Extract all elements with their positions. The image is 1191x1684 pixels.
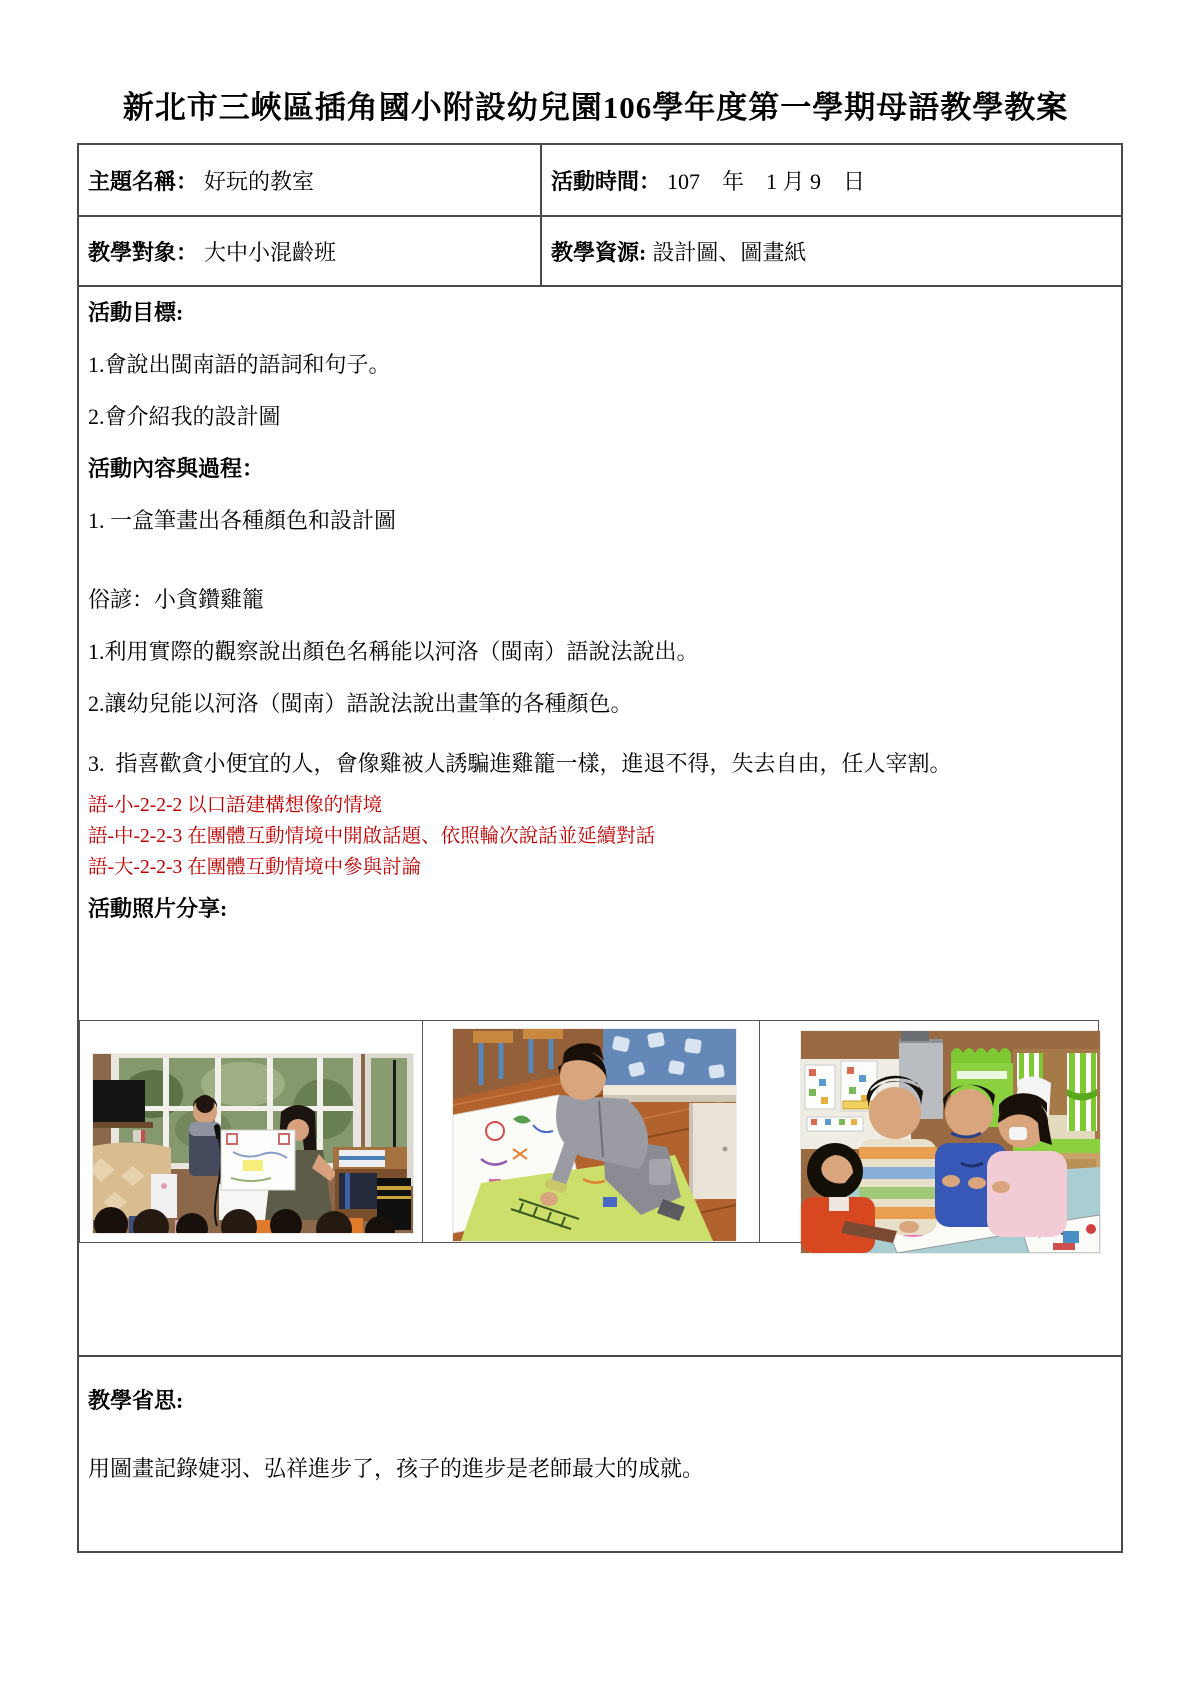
page-title: 新北市三峽區插角國小附設幼兒園106學年度第一學期母語教學教案 <box>122 90 1069 125</box>
topic-label: 主題名稱： <box>88 168 199 194</box>
resources-value: 設計圖、圖畫紙 <box>652 239 807 265</box>
process-item: 俗諺：小貪鑽雞籠 <box>88 587 265 612</box>
photo-cell <box>423 1021 760 1242</box>
audience-label: 教學對象： <box>88 239 199 265</box>
photo-grid <box>79 1020 1099 1243</box>
topic-value: 好玩的教室 <box>204 168 315 194</box>
table-row <box>79 145 1121 217</box>
photo-children-table <box>801 1031 1100 1253</box>
goal-item: 1.會說出閩南語的語詞和句子。 <box>88 352 391 377</box>
reflection-text: 用圖畫記錄婕羽、弘祥進步了，孩子的進步是老師最大的成就。 <box>88 1456 705 1481</box>
audience-cell <box>79 217 542 285</box>
table-row <box>79 217 1121 287</box>
lesson-plan-table <box>77 143 1123 1553</box>
content-cell <box>79 287 1121 1357</box>
process-item: 1.利用實際的觀察說出顏色名稱能以河洛（閩南）語說法說出。 <box>88 639 699 664</box>
resources-cell <box>542 217 1121 285</box>
audience-value: 大中小混齡班 <box>204 239 337 265</box>
goals-heading: 活動目標: <box>88 300 184 325</box>
time-value: 107 年 1 月 9 日 <box>667 168 866 194</box>
photo-teacher-presenting <box>93 1054 413 1233</box>
photo-boy-drawing-floor <box>453 1029 736 1241</box>
photo-cell <box>760 1021 1100 1242</box>
process-item: 1. 一盒筆畫出各種顏色和設計圖 <box>88 508 397 533</box>
curriculum-indicator: 語-大-2-2-3 在團體互動情境中參與討論 <box>88 857 422 878</box>
time-cell <box>542 145 1121 215</box>
photos-heading: 活動照片分享: <box>88 896 228 921</box>
resources-label: 教學資源: <box>551 239 647 265</box>
reflection-heading: 教學省思: <box>88 1388 184 1413</box>
reflection-cell <box>79 1375 1121 1571</box>
process-item: 3. 指喜歡貪小便宜的人，會像雞被人誘騙進雞籠一樣，進退不得，失去自由，任人宰割。 <box>88 751 952 776</box>
goal-item: 2.會介紹我的設計圖 <box>88 404 281 429</box>
curriculum-indicator: 語-中-2-2-3 在團體互動情境中開啟話題、依照輪次說話並延續對話 <box>88 826 656 847</box>
time-label: 活動時間： <box>551 168 662 194</box>
curriculum-indicator: 語-小-2-2-2 以口語建構想像的情境 <box>88 795 383 816</box>
photo-cell <box>80 1021 423 1242</box>
process-heading: 活動內容與過程： <box>88 456 265 481</box>
process-item: 2.讓幼兒能以河洛（閩南）語說法說出畫筆的各種顏色。 <box>88 691 633 716</box>
topic-cell <box>79 145 542 215</box>
